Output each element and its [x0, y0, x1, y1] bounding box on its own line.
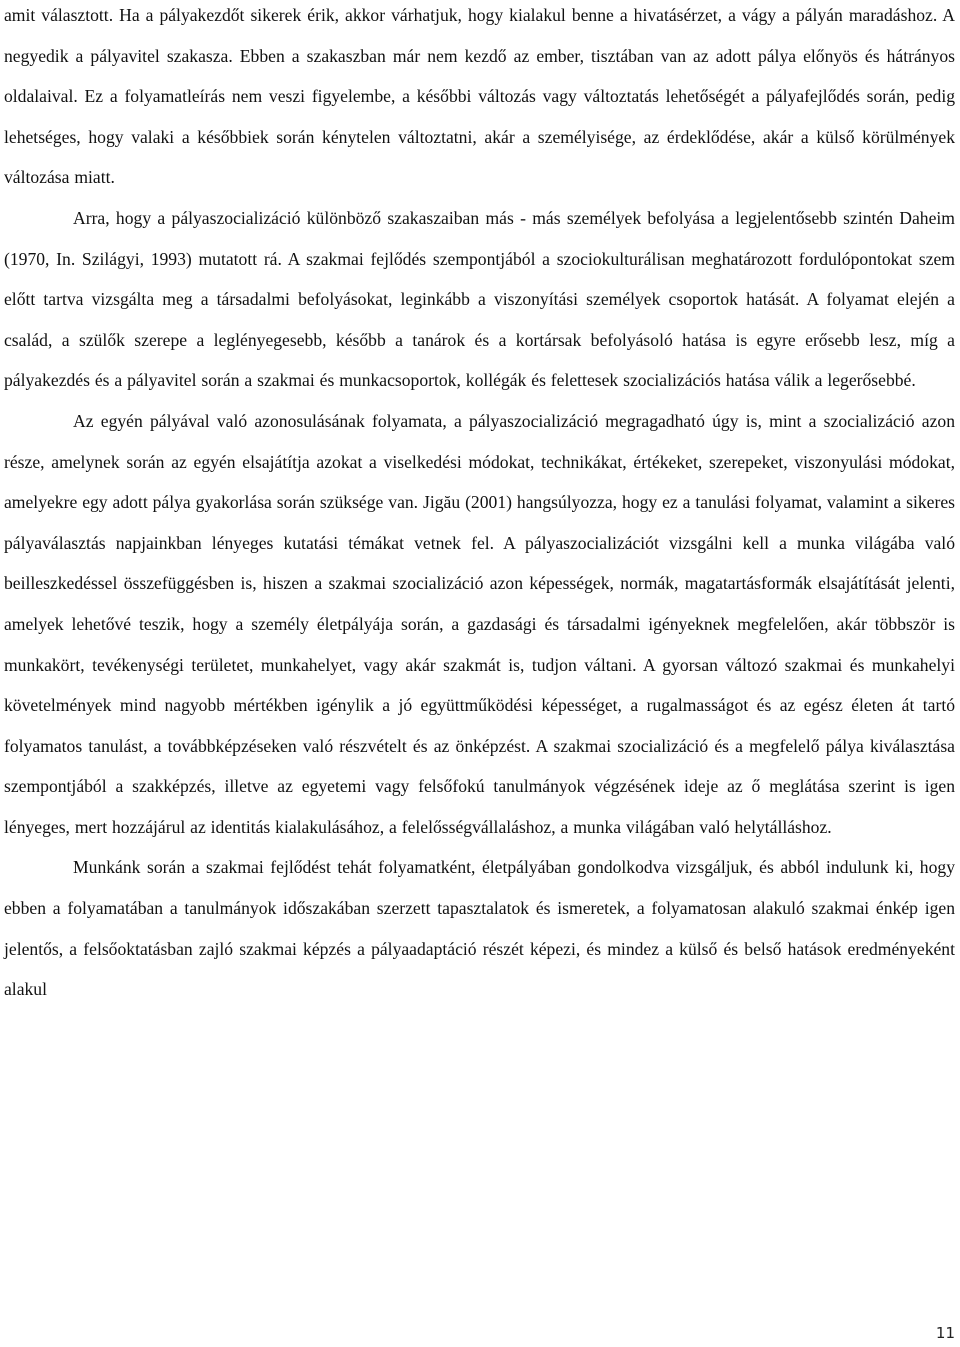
paragraph-3: Az egyén pályával való azonosulásának folyamata, a pályaszocializáció megragadható úgy is, mint a szocializáció azon része, amelynek során az egyén elsajátítja azokat a viselkedési módokat, technikákat, értékeket, szerepeket, viszonyulási módokat, amelyekre egy adott pálya gyakorlása során szüksége van. Jigău (2001) hangsúlyozza, hogy ez a tanulási folyamat, valamint a sikeres pályaválasztás napjainkban lényeges kutatási témákat vetnek fel. A pályaszocializációt vizsgálni kell a munka világába való beilleszkedéssel összefüggésben is, hiszen a szakmai szocializáció azon képességek, normák, magatartásformák elsajátítását jelenti, amelyek lehetővé teszik, hogy a személy életpályája során, a gazdasági és társadalmi igényeknek megfelelően, akár többször is munkakört, tevékenységi területet, munkahelyet, vagy akár szakmát is, tudjon váltani. A gyorsan változó szakmai és munkahelyi követelmények mind nagyobb mértékben igénylik a jó együttműködési képességet, a rugalmasságot és az egész életen át tartó folyamatos tanulást, a továbbképzéseken való részvételt és az önképzést. A szakmai szocializáció és a megfelelő pálya kiválasztása szempontjából a szakképzés, illetve az egyetemi vagy felsőfokú tanulmányok végzésének ideje az ő meglátása szerint is igen lényeges, mert hozzájárul az identitás kialakulásához, a felelősségvállaláshoz, a munka világában való helytálláshoz.: [4, 410, 955, 837]
paragraph-1: amit választott. Ha a pályakezdőt sikerek érik, akkor várhatjuk, hogy kialakul benne a hivatásérzet, a vágy a pályán maradáshoz. A negyedik a pályavitel szakasza. Ebben a szakaszban már nem kezdő az ember, tisztában van az adott pálya előnyös és hátrányos oldalaival. Ez a folyamatleírás nem veszi figyelembe, a későbbi változás vagy változtatás lehetőségét a pályafejlődés során, pedig lehetséges, hogy valaki a későbbiek során kénytelen változtatni, akár a személyisége, az érdeklődése, akár a külső körülmények változása miatt.: [4, 5, 955, 188]
page-number: 11: [935, 1324, 955, 1342]
document-page: [4, 0, 955, 1010]
paragraph-2: Arra, hogy a pályaszocializáció különböző szakaszaiban más - más személyek befolyása a legjelentősebb szintén Daheim (1970, In. Szilágyi, 1993) mutatott rá. A szakmai fejlődés szempontjából a szociokulturálisan meghatározott fordulópontokat szem előtt tartva vizsgálta meg a társadalmi befolyásokat, leginkább a viszonyítási személyek csoportok hatását. A folyamat elején a család, a szülők szerepe a leglényegesebb, később a tanárok és a kortársak befolyásoló hatása is egyre erősebb lesz, míg a pályakezdés és a pályavitel során a szakmai és munkacsoportok, kollégák és felettesek szocializációs hatása válik a legerősebbé.: [4, 207, 955, 391]
paragraph-4: Munkánk során a szakmai fejlődést tehát folyamatként, életpályában gondolkodva vizsgáljuk, és abból indulunk ki, hogy ebben a folyamatában a tanulmányok időszakában szerzett tapasztalatok és ismeretek, a folyamatosan alakuló szakmai énkép igen jelentős, a felsőoktatásban zajló szakmai képzés a pályaadaptáció részét képezi, és mindez a külső és belső hatások eredményeként alakul: [4, 857, 955, 1000]
